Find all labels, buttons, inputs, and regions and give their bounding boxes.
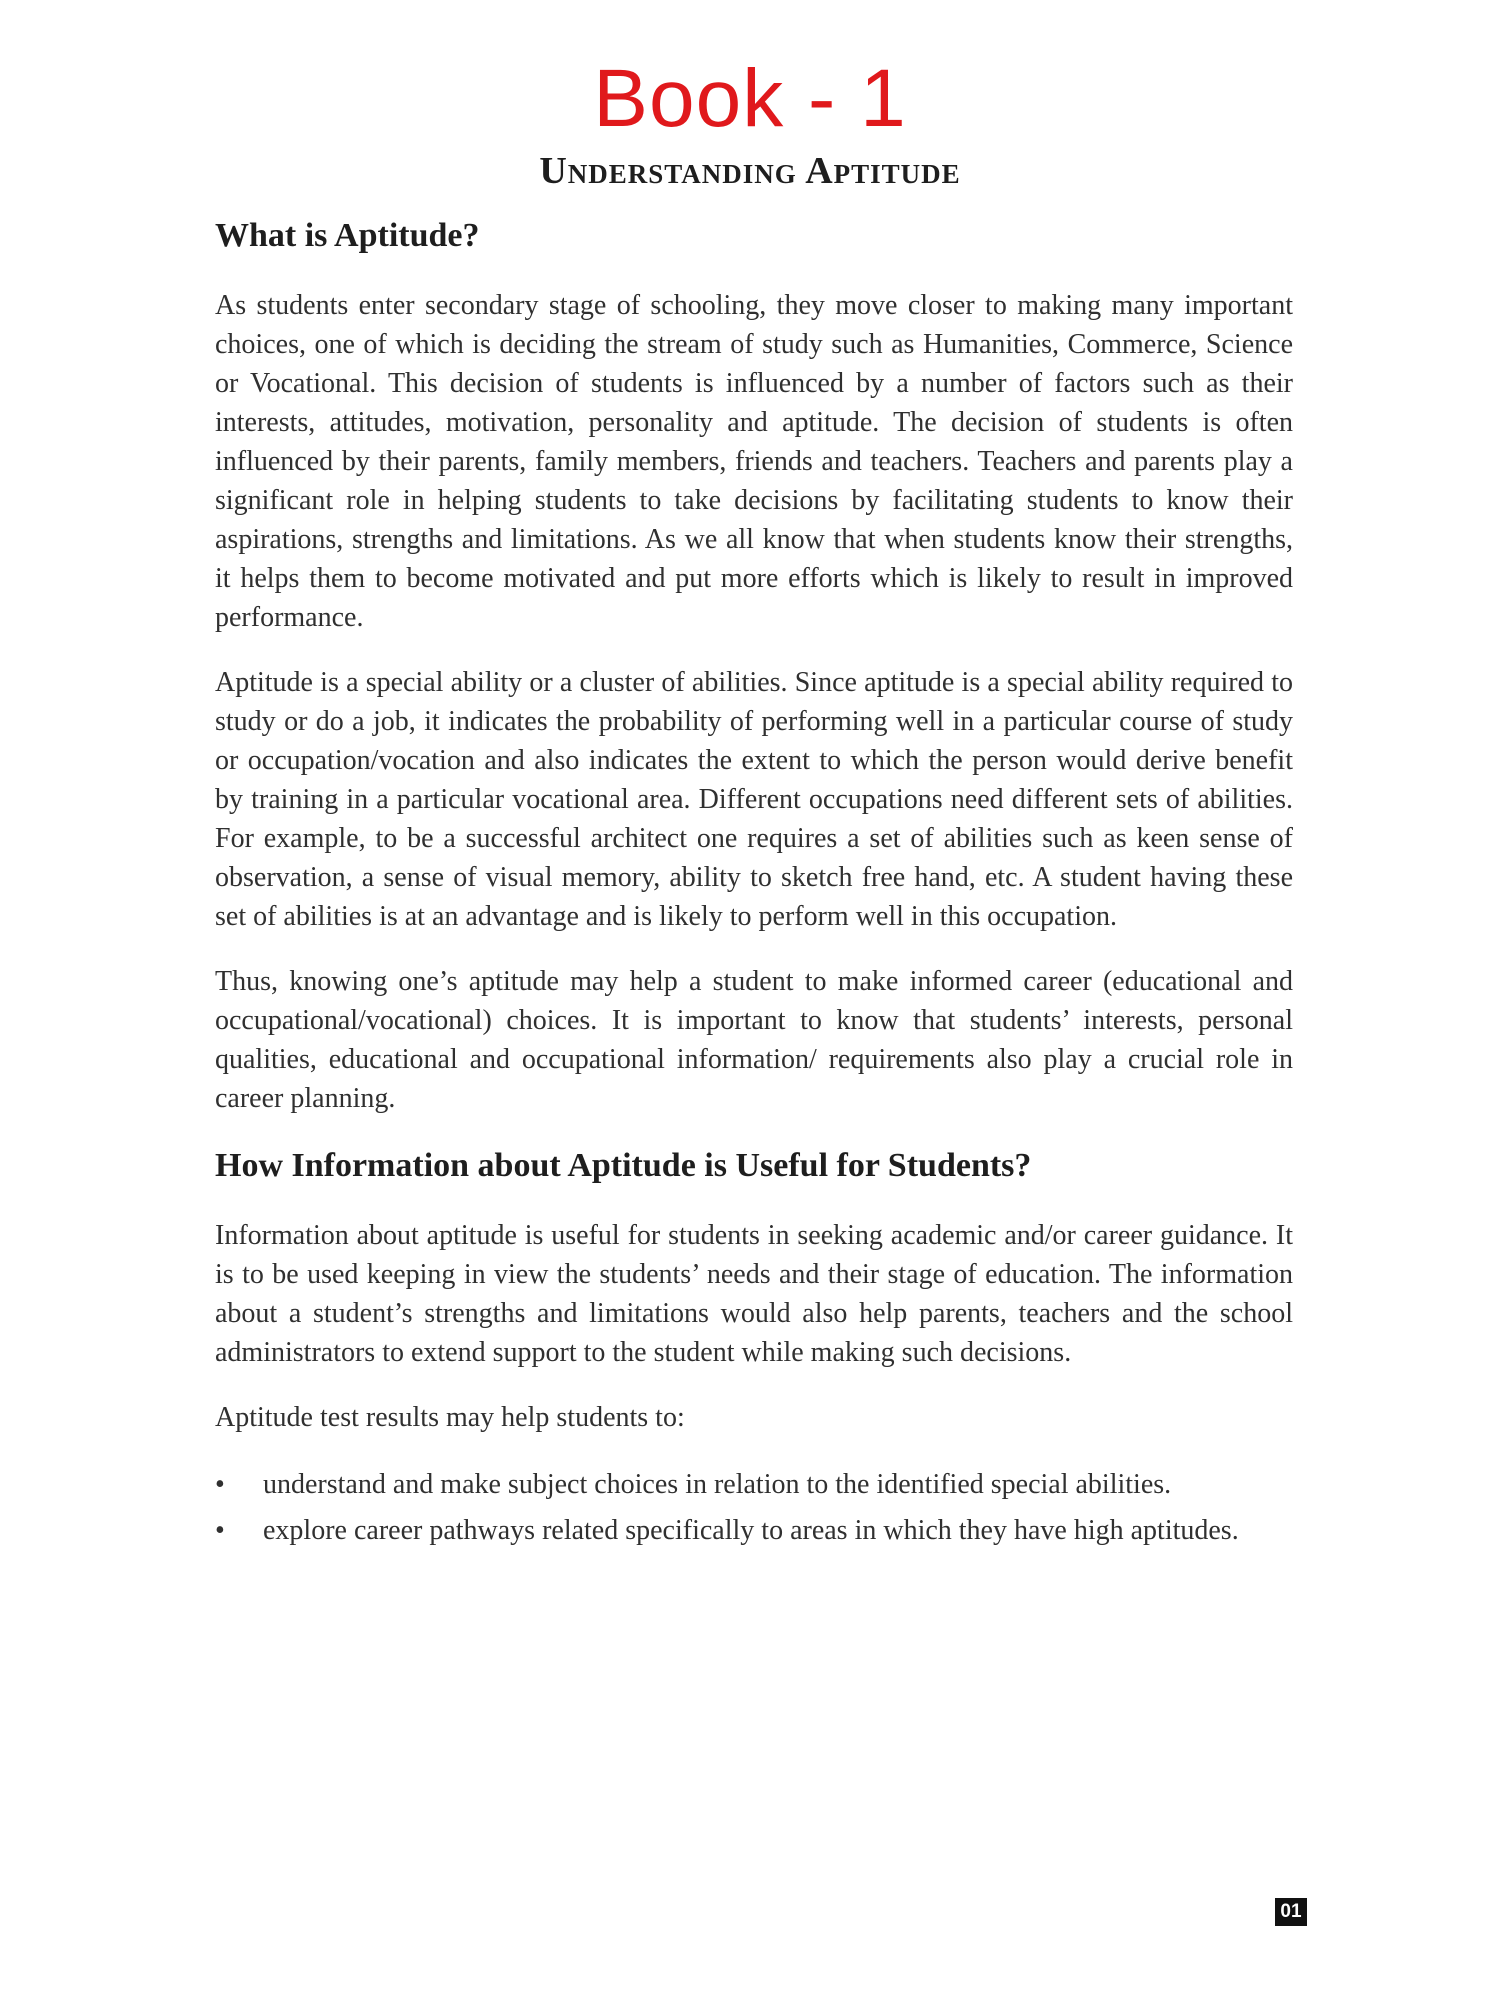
page-number-badge: 01 (1275, 1898, 1307, 1926)
page-content (215, 214, 1293, 1555)
list-item-text: understand and make subject choices in relation to the identified special abilities. (263, 1469, 1172, 1501)
list-item-text: explore career pathways related specifically to areas in which they have high aptitudes. (263, 1515, 1239, 1547)
paragraph-1: As students enter secondary stage of schooling, they move closer to making many important choices, one of which is deciding the stream of study such as Humanities, Commerce, Science or Vocational. This decision of students is influenced by a number of factors such as their interests, attitudes, motivation, personality and aptitude. The decision of students is often influenced by their parents, family members, friends and teachers. Teachers and parents play a significant role in helping students to take decisions by facilitating students to know their aspirations, strengths and limitations. As we all know that when students know their strengths, it helps them to become motivated and put more efforts which is likely to result in improved performance. (215, 290, 1293, 634)
book-title: Book - 1 (593, 53, 907, 144)
list-item (215, 1463, 1293, 1507)
list-item (215, 1509, 1293, 1553)
paragraph-4: Information about aptitude is useful for students in seeking academic and/or career guidance. It is to be used keeping in view the students’ needs and their stage of education. The information about a student’s strengths and limitations would also help parents, teachers and the school administrators to extend support to the student while making such decisions. (215, 1220, 1293, 1369)
section-heading-aptitude-usefulness: How Information about Aptitude is Useful for Students? (215, 1147, 1032, 1185)
benefits-list (215, 1463, 1293, 1553)
paragraph-2: Aptitude is a special ability or a cluster of abilities. Since aptitude is a special ability required to study or do a job, it indicates the probability of performing well in a particular course of study or occupation/vocation and also indicates the extent to which the person would derive benefit by training in a particular vocational area. Different occupations need different sets of abilities. For example, to be a successful architect one requires a set of abilities such as keen sense of observation, a sense of visual memory, ability to sketch free hand, etc. A student having these set of abilities is at an advantage and is likely to perform well in this occupation. (215, 667, 1293, 933)
paragraph-5: Aptitude test results may help students to: (215, 1402, 685, 1434)
bullet-icon: • (215, 1515, 225, 1547)
section-heading-what-is-aptitude: What is Aptitude? (215, 217, 480, 254)
chapter-title: Understanding Aptitude (539, 150, 961, 192)
paragraph-3: Thus, knowing one’s aptitude may help a student to make informed career (educational and occupational/vocational) choices. It is important to know that students’ interests, personal qualities, educational and occupational information/ requirements also play a crucial role in career planning. (215, 966, 1293, 1115)
bullet-icon: • (215, 1469, 225, 1501)
